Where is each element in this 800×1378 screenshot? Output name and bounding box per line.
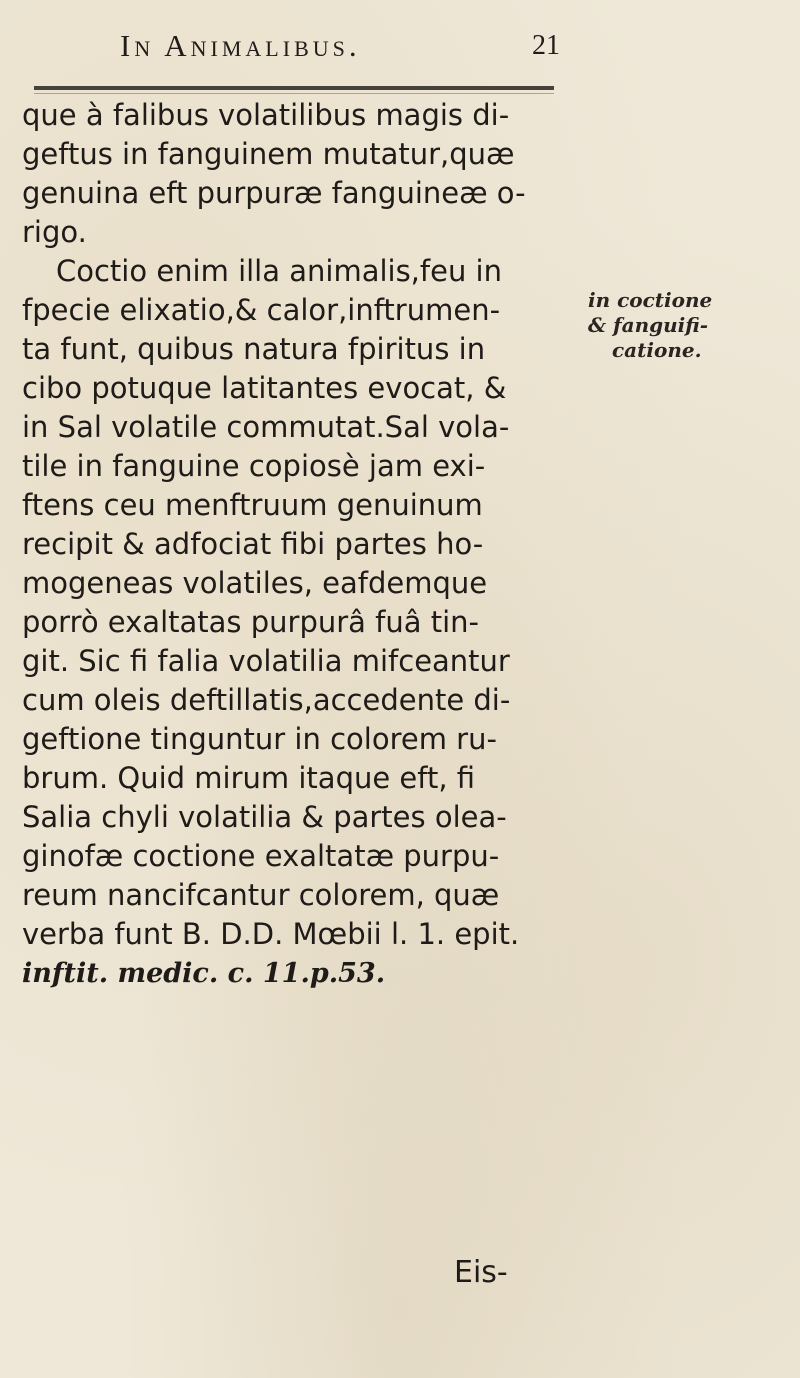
- text-line: ftens ceu menftruum genuinum: [22, 488, 483, 522]
- text-line: cibo potuque latitantes evocat, &: [22, 371, 507, 405]
- marginal-note-line: in coctione: [588, 288, 713, 312]
- text-line: ta funt, quibus natura fpiritus in: [22, 332, 486, 366]
- text-line: rigo.: [22, 215, 87, 249]
- text-line: geftione tinguntur in colorem ru-: [22, 722, 497, 756]
- text-line: tile in fanguine copiosè jam exi-: [22, 449, 486, 483]
- text-line: Salia chyli volatilia & partes olea-: [22, 800, 507, 834]
- marginal-note: [588, 288, 788, 363]
- text-line: reum nancifcantur colorem, quæ: [22, 878, 500, 912]
- text-line: genuina eft purpuræ fanguineæ o-: [22, 176, 526, 210]
- marginal-note-line: & fanguifi-: [588, 313, 709, 337]
- running-head-title: In Animalibus.: [120, 28, 361, 63]
- marginal-note-line: catione.: [612, 338, 702, 362]
- text-line: geftus in fanguinem mutatur,quæ: [22, 137, 515, 171]
- text-line: ginofæ coctione exaltatæ purpu-: [22, 839, 500, 873]
- running-head: [120, 28, 560, 72]
- citation-line: inftit. medic. c. 11.p.53.: [22, 958, 386, 989]
- text-line: mogeneas volatiles, eafdemque: [22, 566, 488, 600]
- header-rule: [34, 86, 554, 90]
- text-line: recipit & adfociat fibi partes ho-: [22, 527, 484, 561]
- text-line: cum oleis deftillatis,accedente di-: [22, 683, 511, 717]
- catchword: Eis-: [454, 1255, 508, 1290]
- text-line: Coctio enim illa animalis,feu in: [56, 254, 502, 288]
- main-text-block: [22, 96, 582, 993]
- text-line: porrò exaltatas purpurâ fuâ tin-: [22, 605, 480, 639]
- text-line: git. Sic fi falia volatilia mifceantur: [22, 644, 510, 678]
- text-line: brum. Quid mirum itaque eft, fi: [22, 761, 476, 795]
- text-line: verba funt B. D.D. Mœbii l. 1. epit.: [22, 917, 520, 951]
- text-line: fpecie elixatio,& calor,inftrumen-: [22, 293, 501, 327]
- text-line: in Sal volatile commutat.Sal vola-: [22, 410, 510, 444]
- page-number: 21: [532, 30, 560, 61]
- text-line: que à falibus volatilibus magis di-: [22, 98, 510, 132]
